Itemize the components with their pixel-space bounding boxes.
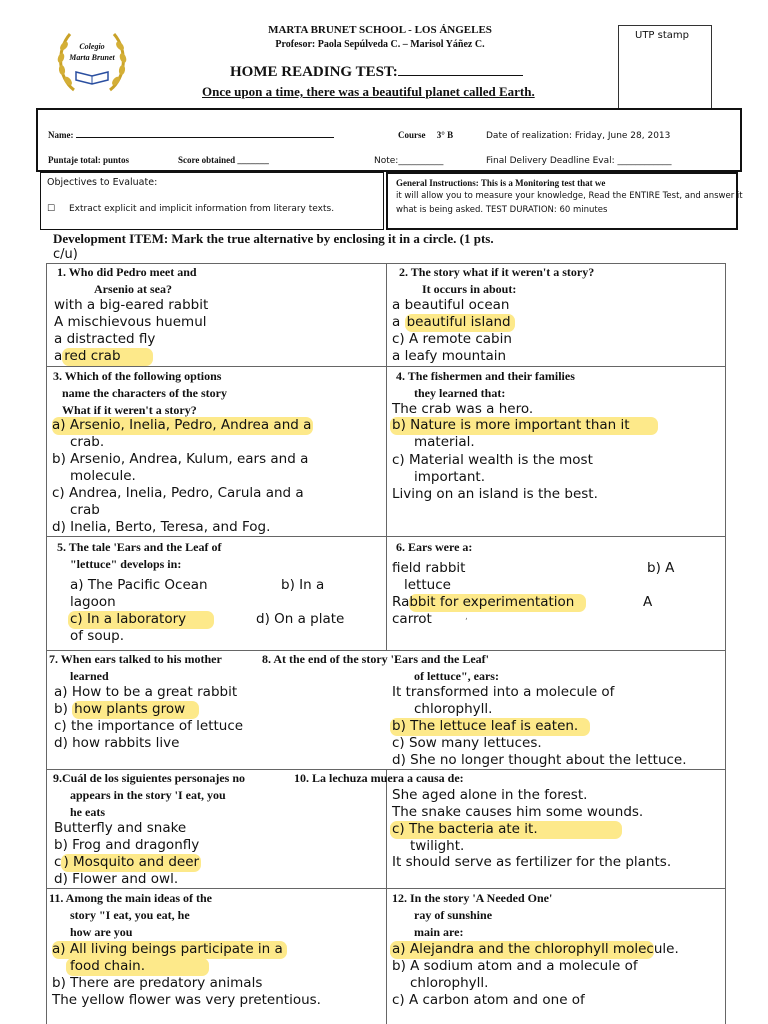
course-label: Course 3° B [398,130,454,140]
utp-stamp-label: UTP stamp [635,30,689,41]
name-field-line [76,137,334,138]
q11-highlight-cont: food chain. [66,958,209,976]
q4-highlight: b) Nature is more important than it [390,417,658,435]
q8-option-c[interactable]: c) Sow many lettuces. [392,735,542,751]
q12-text-3: main are: [414,925,464,939]
q5-highlight: c) In a laboratory [68,611,214,629]
q10-option-c-cont[interactable]: twilight. [410,838,465,854]
q2-highlight: beautiful island [405,314,515,332]
q1-option-b[interactable]: A mischievous huemul [54,314,207,330]
q11-text-1: 11. Among the main ideas of the [49,891,213,905]
q10-option-d[interactable]: It should serve as fertilizer for the plants. [392,854,672,870]
utp-stamp-box [618,25,712,110]
q8-option-d[interactable]: d) She no longer thought about the lettuce. [392,752,687,768]
q11-option-a-cont[interactable] [66,958,209,975]
school-name: MARTA BRUNET SCHOOL - LOS ÁNGELES [268,24,492,36]
q8-text-1: 8. At the end of the story 'Ears and the Leaf' [262,652,489,666]
q2-option-d[interactable]: a leafy mountain [392,348,507,364]
q4-option-a[interactable]: The crab was a hero. [392,401,534,417]
q9-option-c[interactable]: c ) Mosquito and deer [54,854,200,870]
instructions-box [386,172,743,230]
q5-text-1: 5. The tale 'Ears and the Leaf of [57,540,222,554]
q5-option-a[interactable]: a) The Pacific Ocean [70,577,208,593]
date-label: Date of realization: Friday, June 28, 2013 [486,131,671,141]
objective-item: Extract explicit and implicit information from literary texts. [69,204,335,214]
q6-option-d-cont[interactable]: carrot [392,611,432,627]
q9-text-1: 9.Cuál de los siguientes personajes no [53,771,246,785]
q6-option-b-cont[interactable]: lettuce [404,577,451,593]
puntaje-label: Puntaje total: puntos [48,155,130,165]
logo-text-top: Colegio [79,42,105,51]
q4-option-c-cont[interactable]: important. [414,469,485,485]
q1-option-c[interactable]: a distracted fly [54,331,156,347]
q7-highlight: how plants grow [72,701,199,719]
deadline-label: Final Delivery Deadline Eval: ____________ [486,156,672,166]
q7-text-2: learned [70,669,109,683]
q8-text-2: of lettuce", ears: [414,669,499,683]
q8-option-b[interactable] [390,718,590,735]
q11-option-b[interactable]: b) There are predatory animals [52,975,263,991]
q6-text-1: 6. Ears were a: [396,540,473,554]
q4-text-2: they learned that: [414,386,506,400]
q12-option-b[interactable]: b) A sodium atom and a molecule of [392,958,638,974]
q11-text-2: story "I eat, you eat, he [70,908,190,922]
q8-option-a[interactable]: It transformed into a molecule of [392,684,615,700]
q6-option-b[interactable]: b) A [647,560,675,576]
q9-text-3: he eats [70,805,105,819]
q9-highlight: ) Mosquito and deer [63,854,200,870]
q3-option-d[interactable]: d) Inelia, Berto, Teresa, and Fog. [52,519,271,535]
q1-highlight: red crab [62,348,152,366]
objective-checkbox-icon: ☐ [47,204,56,214]
development-instructions: Development ITEM: Mark the true alternative by enclosing it in a circle. (1 pts. [53,231,494,246]
q7-option-a[interactable]: a) How to be a great rabbit [54,684,238,700]
q3-option-c-cont[interactable]: crab [70,502,100,518]
q6-option-d[interactable]: A [643,594,653,610]
q11-option-a[interactable] [52,941,287,958]
q5-option-b[interactable]: b) In a [281,577,325,593]
q5-option-d-cont[interactable]: of soup. [70,628,125,644]
q3-text-3: What if it weren't a story? [62,403,197,417]
q3-highlight: a) Arsenio, Inelia, Pedro, Andrea and a [52,417,312,433]
score-label: Score obtained _______ [178,155,269,165]
q7-text-1: 7. When ears talked to his mother [49,652,222,666]
q3-text-1: 3. Which of the following options [53,369,222,383]
q12-text-1: 12. In the story 'A Needed One' [392,891,553,905]
q6-highlight: bbit for experimentation [409,594,586,612]
q1-option-a[interactable]: with a big-eared rabbit [54,297,209,313]
q12-option-a[interactable]: a) Alejandra and the chlorophyll molecule. [392,941,679,957]
logo-text-bottom: Marta Brunet [69,53,115,62]
q10-option-c[interactable] [390,821,622,838]
q9-option-b[interactable]: b) Frog and dragonfly [54,837,200,853]
q4-option-b[interactable] [390,417,658,434]
q1-text-2: Arsenio at sea? [94,282,172,296]
q12-text-2: ray of sunshine [414,908,493,922]
course-value: 3° B [436,130,454,140]
name-label: Name: [48,130,334,140]
q3-option-b-cont[interactable]: molecule. [70,468,136,484]
instructions-title: General Instructions: This is a Monitoring test that we [396,178,606,188]
q12-option-b-cont[interactable]: chlorophyll. [410,975,489,991]
q11-option-c[interactable]: The yellow flower was very pretentious. [52,992,321,1008]
q5-option-c[interactable] [68,611,214,628]
q10-highlight: c) The bacteria ate it. [390,821,622,839]
development-instructions-cont: c/u) [53,247,78,262]
q11-text-3: how are you [70,925,133,939]
q6-option-c[interactable]: Rabbit for experimentation [392,594,586,611]
q9-option-d[interactable]: d) Flower and owl. [54,871,179,887]
q7-option-c[interactable]: c) the importance of lettuce [54,718,244,734]
objectives-box [40,172,384,230]
q2-option-c[interactable]: c) A remote cabin [392,331,512,347]
instructions-line2: it will allow you to measure your knowledge, Read the ENTIRE Test, and answer it [396,191,743,201]
q3-option-c[interactable]: c) Andrea, Inelia, Pedro, Carula and a [52,485,304,501]
q4-option-b-cont[interactable]: material. [414,434,475,450]
q3-option-a[interactable] [52,417,313,434]
instructions-line3: what is being asked. TEST DURATION: 60 minutes [396,205,608,215]
test-subtitle: Once upon a time, there was a beautiful planet called Earth. [202,84,535,99]
q8-highlight: b) The lettuce leaf is eaten. [390,718,590,736]
q2-text-2: It occurs in about: [422,282,517,296]
q11-highlight: a) All living beings participate in a [52,941,287,959]
q5-option-b-cont[interactable]: lagoon [70,594,116,610]
q9-text-2: appears in the story 'I eat, you [70,788,226,802]
q2-option-a[interactable]: a beautiful ocean [392,297,510,313]
q3-text-2: name the characters of the story [62,386,227,400]
q6-stray-mark: , [465,612,468,622]
q4-text-1: 4. The fishermen and their families [396,369,575,383]
q3-option-a-cont[interactable]: crab. [70,434,105,450]
q1-text-1: 1. Who did Pedro meet and [57,265,197,279]
teachers-line: Profesor: Paola Sepúlveda C. – Marisol Yáñez C. [275,39,485,50]
q3-option-b[interactable]: b) Arsenio, Andrea, Kulum, ears and a [52,451,309,467]
q10-text-1: 10. La lechuza muera a causa de: [294,771,464,785]
q4-option-d[interactable]: Living on an island is the best. [392,486,598,502]
q5-option-d[interactable]: d) On a plate [256,611,345,627]
q10-option-a[interactable]: She aged alone in the forest. [392,787,588,803]
q8-option-a-cont[interactable]: chlorophyll. [414,701,493,717]
q9-option-a[interactable]: Butterfly and snake [54,820,187,836]
q4-option-c[interactable]: c) Material wealth is the most [392,452,593,468]
student-info-box [36,108,742,172]
test-title: HOME READING TEST: [230,64,523,81]
q2-text-1: 2. The story what if it weren't a story? [399,265,595,279]
q2-option-b[interactable]: a beautiful island [392,314,515,331]
note-label: Note:__________ [374,156,444,166]
q7-option-b[interactable]: b) how plants grow [54,701,199,718]
q7-option-d[interactable]: d) how rabbits live [54,735,180,751]
q1-option-d[interactable]: a red crab [54,348,153,365]
school-logo [52,28,132,98]
q5-text-2: "lettuce" develops in: [70,557,182,571]
q10-option-b[interactable]: The snake causes him some wounds. [392,804,644,820]
q12-highlight: a) Alejandra and the chlorophyll molec [392,941,654,957]
q12-option-c[interactable]: c) A carbon atom and one of [392,992,585,1008]
objectives-title: Objectives to Evaluate: [47,177,158,188]
q6-option-a[interactable]: field rabbit [392,560,466,576]
